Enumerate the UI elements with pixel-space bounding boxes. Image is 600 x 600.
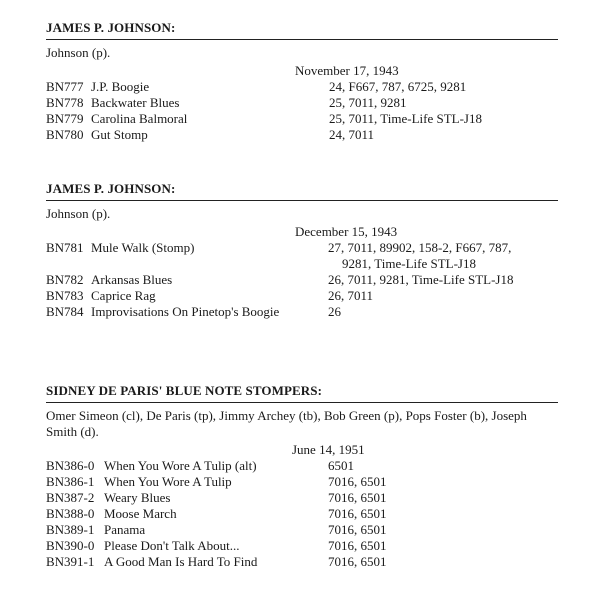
matrix-number: BN782 [46, 272, 84, 287]
track-title: Improvisations On Pinetop's Boogie [91, 304, 280, 319]
track-title: Moose March [104, 506, 177, 521]
matrix-number: BN784 [46, 304, 84, 319]
matrix-number: BN389-1 [46, 522, 95, 537]
track-title: Panama [104, 522, 146, 537]
track-row [46, 111, 558, 127]
personnel: Omer Simeon (cl), De Paris (tp), Jimmy Archey (tb), Bob Green (p), Pops Foster (b), Joseph Smith (d). [46, 408, 527, 439]
session-title: JAMES P. JOHNSON: [46, 20, 176, 35]
matrix-number: BN783 [46, 288, 84, 303]
issue-numbers: 25, 7011, 9281 [329, 95, 407, 110]
track-row [46, 506, 558, 522]
matrix-number: BN390-0 [46, 538, 95, 553]
personnel: Johnson (p). [46, 206, 111, 221]
session-block [46, 181, 558, 320]
divider [46, 402, 558, 403]
matrix-number: BN386-1 [46, 474, 95, 489]
track-title: J.P. Boogie [91, 79, 150, 94]
session-date: December 15, 1943 [295, 224, 398, 239]
track-row [46, 272, 558, 288]
track-row [46, 127, 558, 143]
track-title: Backwater Blues [91, 95, 180, 110]
session-date: June 14, 1951 [292, 442, 365, 457]
issue-numbers-continued: 9281, Time-Life STL-J18 [342, 256, 476, 271]
track-title: Please Don't Talk About... [104, 538, 240, 553]
issue-numbers: 7016, 6501 [328, 554, 387, 569]
matrix-number: BN779 [46, 111, 84, 126]
issue-numbers: 7016, 6501 [328, 474, 387, 489]
session-title: JAMES P. JOHNSON: [46, 181, 176, 196]
issue-numbers: 7016, 6501 [328, 490, 387, 505]
matrix-number: BN388-0 [46, 506, 95, 521]
track-row [46, 458, 558, 474]
track-title: Caprice Rag [91, 288, 156, 303]
track-title: When You Wore A Tulip (alt) [104, 458, 257, 473]
matrix-number: BN777 [46, 79, 84, 94]
track-row [46, 490, 558, 506]
issue-numbers: 25, 7011, Time-Life STL-J18 [329, 111, 482, 126]
track-title: Mule Walk (Stomp) [91, 240, 195, 255]
session-date: November 17, 1943 [295, 63, 399, 78]
matrix-number: BN778 [46, 95, 84, 110]
track-title: When You Wore A Tulip [104, 474, 232, 489]
track-row [46, 288, 558, 304]
issue-numbers: 26, 7011 [328, 288, 374, 303]
session-block [46, 383, 558, 570]
personnel: Johnson (p). [46, 45, 111, 60]
issue-numbers: 26, 7011, 9281, Time-Life STL-J18 [328, 272, 514, 287]
session-title: SIDNEY DE PARIS' BLUE NOTE STOMPERS: [46, 383, 323, 398]
matrix-number: BN780 [46, 127, 84, 142]
track-row [46, 79, 558, 95]
track-title: Arkansas Blues [91, 272, 173, 287]
issue-numbers: 26 [328, 304, 341, 319]
divider [46, 39, 558, 40]
divider [46, 200, 558, 201]
track-title: Weary Blues [104, 490, 171, 505]
matrix-number: BN781 [46, 240, 84, 255]
issue-numbers: 6501 [328, 458, 354, 473]
track-row [46, 538, 558, 554]
issue-numbers: 27, 7011, 89902, 158-2, F667, 787, [328, 240, 512, 255]
matrix-number: BN391-1 [46, 554, 95, 569]
track-row [46, 554, 558, 570]
matrix-number: BN386-0 [46, 458, 95, 473]
track-row [46, 240, 558, 256]
track-row [46, 95, 558, 111]
issue-numbers: 7016, 6501 [328, 506, 387, 521]
track-title: A Good Man Is Hard To Find [104, 554, 258, 569]
issue-numbers: 7016, 6501 [328, 538, 387, 553]
issue-numbers: 24, F667, 787, 6725, 9281 [329, 79, 467, 94]
issue-numbers: 24, 7011 [329, 127, 375, 142]
track-title: Gut Stomp [91, 127, 148, 142]
track-row [46, 304, 558, 320]
track-row [46, 474, 558, 490]
matrix-number: BN387-2 [46, 490, 95, 505]
track-row [46, 522, 558, 538]
track-row-continuation [46, 256, 558, 272]
track-title: Carolina Balmoral [91, 111, 188, 126]
session-block [46, 20, 558, 143]
issue-numbers: 7016, 6501 [328, 522, 387, 537]
